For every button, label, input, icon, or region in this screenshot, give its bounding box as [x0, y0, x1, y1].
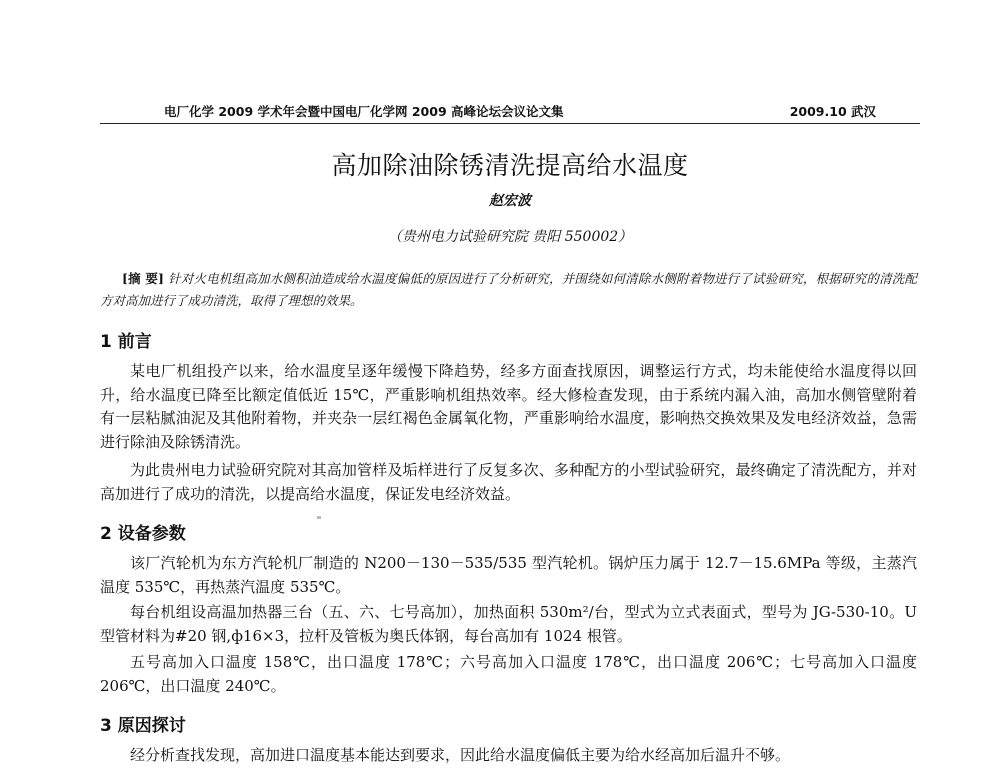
author-name: 赵宏波: [489, 193, 531, 209]
abstract: [100, 268, 917, 312]
author-affiliation: （贵州电力试验研究院 贵阳 550002）: [387, 229, 633, 245]
section-heading-introduction: 1 前言: [100, 332, 152, 352]
equipment-paragraph-2: 每台机组设高温加热器三台（五、六、七号高加），加热面积 530m²/台，型式为立式表面式，型号为 JG-530-10。U 型管材料为#20 钢,ф16×3，拉杆及管板为奥氏体钢，每台高加有 1024 根管。: [100, 603, 917, 645]
intro-paragraph-2: 为此贵州电力试验研究院对其高加管样及垢样进行了反复多次、多种配方的小型试验研究，最终确定了清洗配方，并对高加进行了成功的清洗，以提高给水温度，保证发电经济效益。: [100, 461, 917, 503]
conference-date-location: 2009.10 武汉: [789, 104, 876, 119]
equipment-paragraph-3: 五号高加入口温度 158℃，出口温度 178℃；六号高加入口温度 178℃，出口温度 206℃；七号高加入口温度 206℃，出口温度 240℃。: [100, 653, 917, 695]
section-heading-equipment: 2 设备参数: [100, 524, 186, 544]
scan-speck: [317, 516, 321, 519]
abstract-label: [摘 要]: [122, 271, 164, 286]
section-heading-cause-analysis: 3 原因探讨: [100, 716, 186, 736]
intro-paragraph-1: 某电厂机组投产以来，给水温度呈逐年缓慢下降趋势，经多方面查找原因，调整运行方式，均未能使给水温度得以回升，给水温度已降至比额定值低近 15℃，严重影响机组热效率。经大修检查发现，由于系统内漏入油，高加水侧管壁附着有一层粘腻油泥及其他附着物，并夹杂一层红褐色金属氧化物，严重影响给水温度，影响热交换效果及发电经济效益，急需进行除油及除锈清洗。: [100, 362, 917, 451]
paper-title: 高加除油除锈清洗提高给水温度: [331, 151, 689, 180]
abstract-text: 针对火电机组高加水侧积油造成给水温度偏低的原因进行了分析研究，并围绕如何清除水侧附着物进行了试验研究，根据研究的清洗配方对高加进行了成功清洗，取得了理想的效果。: [100, 271, 917, 308]
cause-paragraph-1: 经分析查找发现，高加进口温度基本能达到要求，因此给水温度偏低主要为给水经高加后温升不够。: [130, 746, 791, 764]
running-header: [100, 100, 920, 122]
header-rule: [100, 123, 920, 124]
proceedings-title: 电厂化学 2009 学术年会暨中国电厂化学网 2009 高峰论坛会议论文集: [164, 104, 564, 119]
equipment-paragraph-1: 该厂汽轮机为东方汽轮机厂制造的 N200－130－535/535 型汽轮机。锅炉压力属于 12.7－15.6MPa 等级，主蒸汽温度 535℃，再热蒸汽温度 535℃。: [100, 554, 917, 596]
